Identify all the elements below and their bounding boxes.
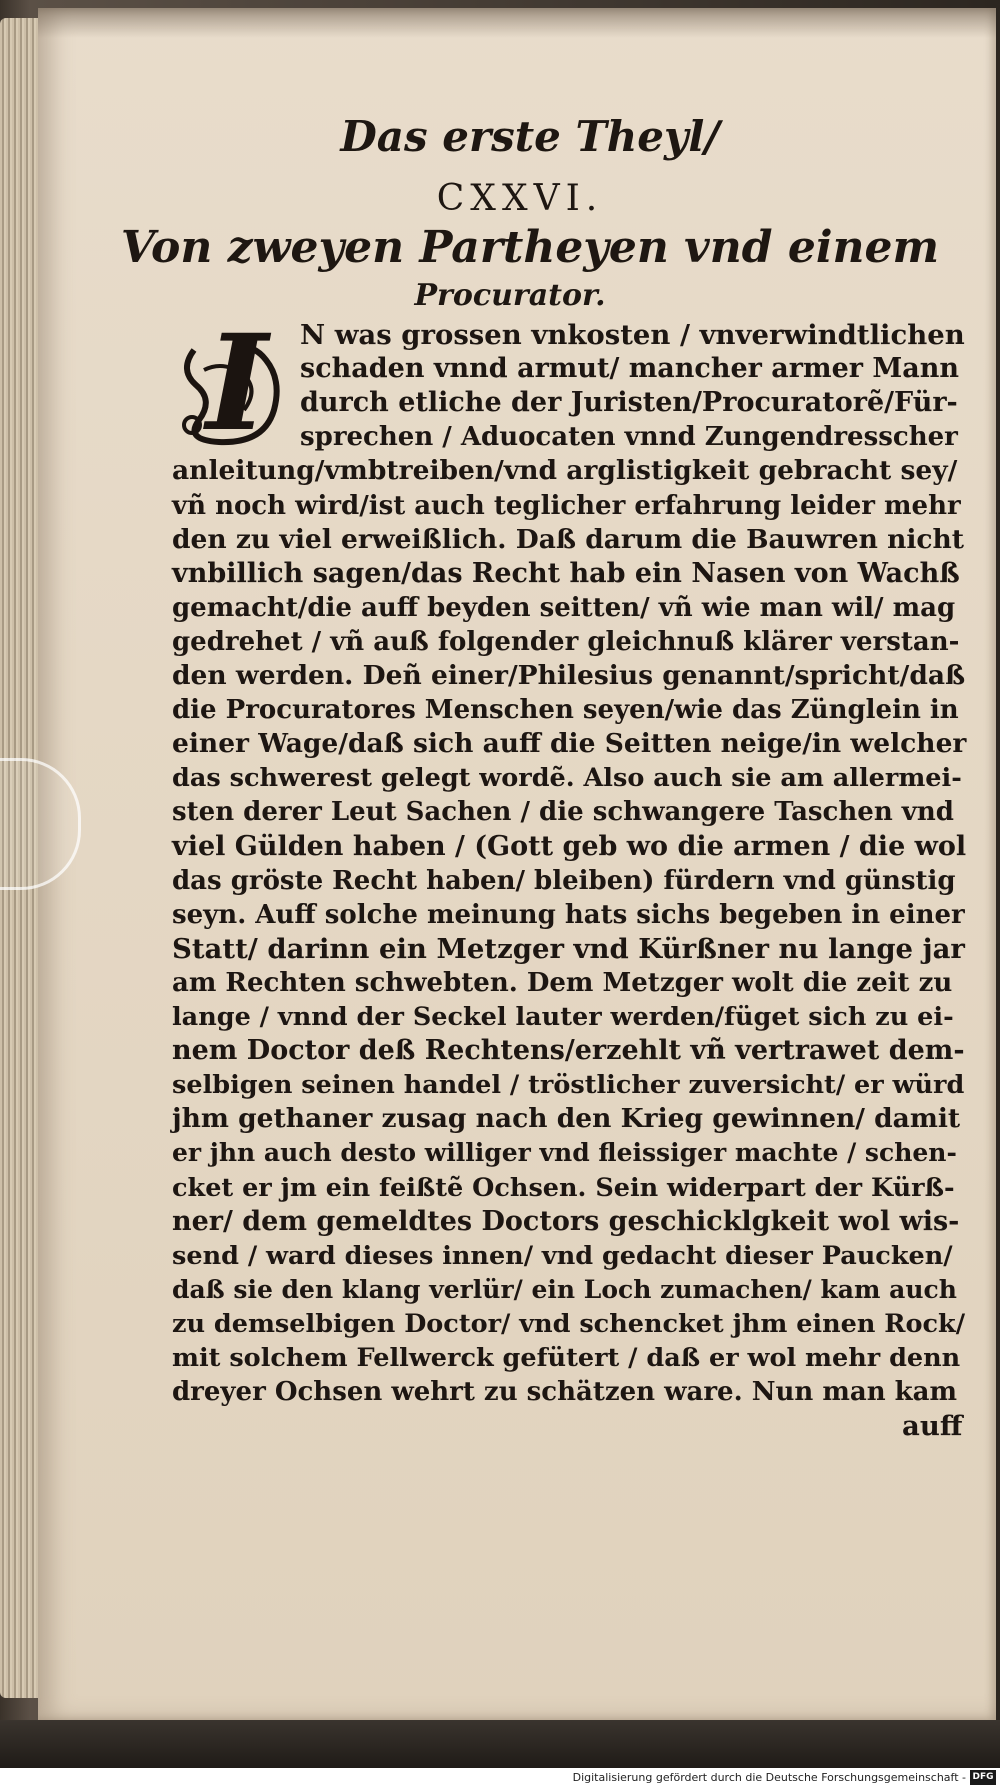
scan-bottom-edge — [0, 1720, 1000, 1768]
part-heading: Das erste Theyl/ — [340, 112, 720, 161]
text-line: das gröste Recht haben/ bleiben) fürdern vnd günstig — [172, 865, 956, 896]
text-line: gedrehet / vñ auß folgender gleichnuß klärer verstan- — [172, 626, 960, 657]
text-line: sprechen / Aduocaten vnnd Zungendresscher — [300, 422, 958, 453]
text-line: sten derer Leut Sachen / die schwangere Taschen vnd — [172, 797, 954, 828]
text-line: ner/ dem gemeldtes Doctors geschicklgkeit wol wis- — [172, 1205, 960, 1237]
footer-credit: Digitalisierung gefördert durch die Deutsche Forschungsgemeinschaft - — [572, 1771, 966, 1784]
text-line: den werden. Deñ einer/Philesius genannt/spricht/daß — [172, 660, 966, 691]
chapter-number: CXXVI. — [436, 178, 604, 219]
text-line: nem Doctor deß Rechtens/erzehlt vñ vertrawet dem- — [172, 1035, 965, 1067]
text-line: daß sie den klang verlür/ ein Loch zumachen/ kam auch — [172, 1274, 957, 1304]
text-line: jhm gethaner zusag nach den Krieg gewinnen/ damit — [172, 1103, 961, 1135]
text-line: er jhn auch desto williger vnd fleissiger machte / schen- — [172, 1138, 957, 1168]
text-line: cket er jm ein feißtẽ Ochsen. Sein widerpart der Kürß- — [172, 1172, 955, 1203]
dfg-logo: DFG — [970, 1770, 996, 1785]
text-line: seyn. Auff solche meinung hats sichs begeben in einer — [172, 899, 965, 930]
text-line: N was grossen vnkosten / vnverwindtlichen — [300, 319, 965, 351]
text-line: anleitung/vmbtreiben/vnd arglistigkeit gebracht sey/ — [172, 455, 958, 487]
text-line: den zu viel erweißlich. Daß darum die Bauwren nicht — [172, 523, 965, 555]
chapter-subtitle: Procurator. — [414, 278, 606, 313]
text-line: vñ noch wird/ist auch teglicher erfahrung leider mehr — [172, 490, 961, 521]
text-line: die Procuratores Menschen seyen/wie das Zünglein in — [172, 695, 959, 726]
text-line: das schwerest gelegt wordẽ. Also auch sie am allermei- — [172, 763, 962, 794]
text-line: dreyer Ochsen wehrt zu schätzen ware. Nun man kam — [172, 1377, 958, 1408]
text-line: am Rechten schwebten. Dem Metzger wolt die zeit zu — [172, 967, 953, 998]
text-line: schaden vnnd armut/ mancher armer Mann — [300, 353, 960, 385]
text-line: viel Gülden haben / (Gott geb wo die armen / die wol — [172, 830, 967, 862]
text-line: selbigen seinen handel / tröstlicher zuversicht/ er würd — [172, 1070, 965, 1101]
text-line: lange / vnnd der Seckel lauter werden/füget sich zu ei- — [172, 1002, 954, 1032]
text-line: durch etliche der Juristen/Procuratorẽ/Für- — [300, 387, 958, 419]
text-line: gemacht/die auff beyden seitten/ vñ wie man wil/ mag — [172, 592, 956, 623]
text-line: einer Wage/daß sich auff die Seitten neige/in welcher — [172, 728, 967, 760]
text-line: zu demselbigen Doctor/ vnd schencket jhm einen Rock/ — [172, 1308, 966, 1339]
drop-cap: I — [206, 306, 268, 461]
text-line: send / ward dieses innen/ vnd gedacht dieser Paucken/ — [172, 1240, 953, 1271]
chapter-title: Von zweyen Partheyen vnd einem — [120, 222, 940, 273]
text-line: auff — [902, 1410, 963, 1443]
footer-bar — [0, 1768, 1000, 1788]
text-line: vnbillich sagen/das Recht hab ein Nasen von Wachß — [172, 557, 960, 589]
text-line: Statt/ darinn ein Metzger vnd Kürßner nu lange jar — [172, 932, 965, 965]
text-line: mit solchem Fellwerck gefütert / daß er wol mehr denn — [172, 1343, 961, 1373]
